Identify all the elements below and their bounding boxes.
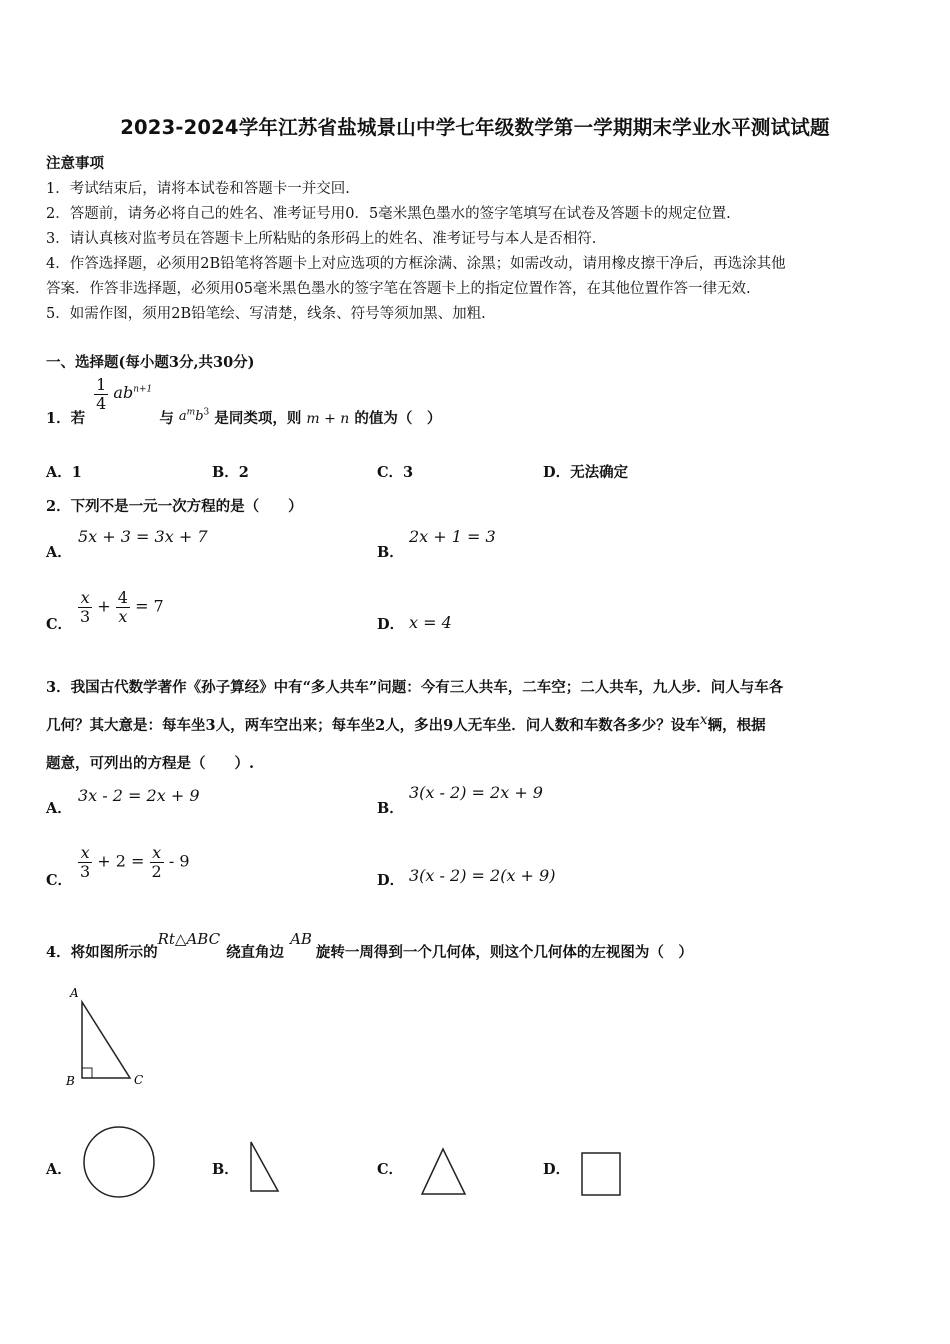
q2-option-d[interactable]: x = 4 bbox=[409, 613, 452, 632]
q3-label-b[interactable]: B． bbox=[377, 800, 404, 817]
section-heading: 一、选择题(每小题3分,共30分) bbox=[46, 354, 255, 371]
q4-label-c[interactable]: C． bbox=[377, 1161, 404, 1178]
q4-option-b-right-triangle[interactable] bbox=[246, 1138, 286, 1196]
q4-option-d-square[interactable] bbox=[580, 1151, 624, 1199]
page-title: 2023-2024学年江苏省盐城景山中学七年级数学第一学期期末学业水平测试试题 bbox=[120, 116, 830, 139]
q3-option-b[interactable]: 3(x - 2) = 2x + 9 bbox=[409, 783, 543, 802]
q2-option-c[interactable]: $\frac{x}{3}$ + $\frac{4}{x}$ = 7 bbox=[80, 588, 164, 626]
question-1 bbox=[46, 375, 442, 428]
vertex-b-label: B bbox=[66, 1074, 75, 1088]
q1-option-d[interactable]: D．无法确定 bbox=[543, 464, 629, 481]
notice-item-5: 5．如需作图，须用2B铅笔绘、写清楚，线条、符号等须加黑、加粗. bbox=[46, 306, 486, 322]
notice-item-2: 2．答题前，请务必将自己的姓名、准考证号用0．5毫米黑色墨水的签字笔填写在试卷及答题卡的规定位置. bbox=[46, 206, 731, 222]
notice-heading: 注意事项 bbox=[46, 155, 104, 172]
q4-option-c-triangle[interactable] bbox=[418, 1146, 470, 1198]
q2-label-c[interactable]: C． bbox=[46, 616, 73, 633]
q1-prefix: 1．若 bbox=[46, 410, 86, 428]
q4-option-a-circle[interactable] bbox=[80, 1125, 160, 1201]
q3-label-d[interactable]: D． bbox=[377, 872, 405, 889]
notice-item-3: 3．请认真核对监考员在答题卡上所粘贴的条形码上的姓名、准考证号与本人是否相符. bbox=[46, 231, 597, 247]
notice-item-4: 4．作答选择题，必须用2B铅笔将答题卡上对应选项的方框涂满、涂黑；如需改动，请用橡皮擦干净后，再选涂其他 bbox=[46, 256, 786, 272]
q3-option-c[interactable]: $\frac{x}{3}$ + 2 = $\frac{x}{2}$ - 9 bbox=[80, 843, 190, 881]
q4-label-d[interactable]: D． bbox=[543, 1161, 571, 1178]
q1-fraction bbox=[94, 376, 108, 412]
q1-option-a[interactable]: A．1 bbox=[46, 464, 82, 481]
q2-label-a[interactable]: A． bbox=[46, 544, 72, 561]
q1-option-b[interactable]: B．2 bbox=[212, 464, 249, 481]
q1-suffix: 的值为（ ） bbox=[354, 410, 442, 428]
q1-mid2: 是同类项，则 bbox=[214, 410, 302, 428]
notice-item-1: 1．考试结束后，请将本试卷和答题卡一并交回. bbox=[46, 181, 350, 197]
q4-label-a[interactable]: A． bbox=[46, 1161, 72, 1178]
vertex-a-label: A bbox=[70, 986, 79, 1000]
triangle-figure bbox=[60, 982, 160, 1092]
question-3-line-3: 题意，可列出的方程是（ ）. bbox=[46, 755, 255, 772]
question-3-line-2: 几何？其大意是：每车坐3人，两车空出来；每车坐2人，多出9人无车坐．问人数和车数各多少？设车x辆，根据 bbox=[46, 712, 766, 734]
question-4: 4．将如图所示的Rt△ABC绕直角边AB旋转一周得到一个几何体，则这个几何体的左视图为（ ） bbox=[46, 930, 693, 961]
q3-option-d[interactable]: 3(x - 2) = 2(x + 9) bbox=[409, 866, 556, 885]
q4-label-b[interactable]: B． bbox=[212, 1161, 239, 1178]
vertex-c-label: C bbox=[134, 1073, 144, 1087]
question-2: 2．下列不是一元一次方程的是（ ） bbox=[46, 498, 303, 515]
q2-option-a[interactable]: 5x + 3 = 3x + 7 bbox=[78, 527, 208, 546]
notice-item-4-cont: 答案．作答非选择题，必须用05毫米黑色墨水的签字笔在答题卡上的指定位置作答，在其他位置作答一律无效. bbox=[46, 281, 751, 297]
q1-term1: $ab^{n+1}$ bbox=[113, 383, 153, 403]
q1-term2: $a^mb^3$ bbox=[178, 407, 210, 425]
q2-label-d[interactable]: D． bbox=[377, 616, 405, 633]
q3-label-a[interactable]: A． bbox=[46, 800, 72, 817]
q3-label-c[interactable]: C． bbox=[46, 872, 73, 889]
q1-expr: m + n bbox=[306, 411, 350, 428]
q1-frac-num: 1 bbox=[96, 375, 107, 394]
q1-mid: 与 bbox=[159, 410, 174, 428]
q3-option-a[interactable]: 3x - 2 = 2x + 9 bbox=[78, 786, 200, 805]
q1-frac-den: 4 bbox=[96, 393, 107, 413]
q1-option-c[interactable]: C．3 bbox=[377, 464, 414, 481]
q2-label-b[interactable]: B． bbox=[377, 544, 404, 561]
q2-option-b[interactable]: 2x + 1 = 3 bbox=[409, 527, 496, 546]
question-3-line-1: 3．我国古代数学著作《孙子算经》中有“多人共车”问题：今有三人共车，二车空；二人共车，九人步．问人与车各 bbox=[46, 679, 784, 696]
